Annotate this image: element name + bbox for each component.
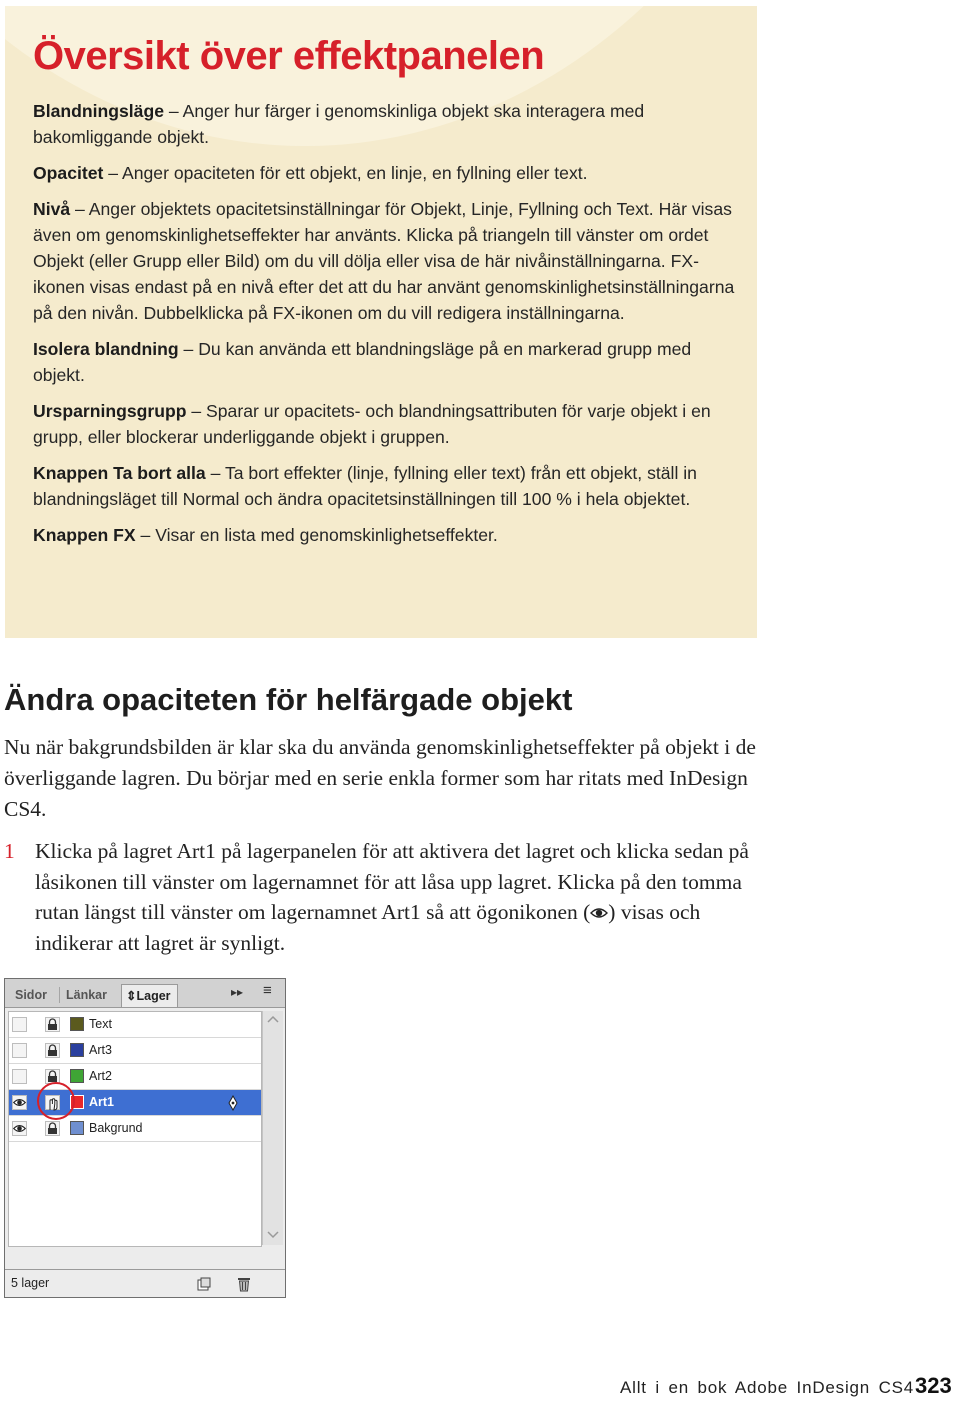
trash-icon[interactable] xyxy=(237,1276,251,1292)
highlight-circle xyxy=(37,1082,75,1120)
overview-sidebar xyxy=(5,6,757,638)
definition-text: – Sparar ur opacitets- och blandningsattributen för varje objekt i en grupp, eller blockerar underliggande objekt i gruppen. xyxy=(33,401,711,447)
definition-term: Knappen FX xyxy=(33,525,136,545)
layers-panel xyxy=(4,978,286,1298)
visibility-toggle[interactable] xyxy=(12,1043,27,1058)
definition-text: – Anger objektets opacitetsinställningar för Objekt, Linje, Fyllning och Text. Här visas även om genomskinlighetseffekter har använts. Klicka på triangeln till vänster om ordet Objekt (eller Grupp eller Bild) om du vill dölja eller visa de här nivåinställningarna. FX-ikonen visas endast på en nivå efter det att du har använt genomskinlighetsinställningarna på den nivån. Dubbelklicka på FX-ikonen om du vill redigera inställningarna. xyxy=(33,199,735,323)
eye-icon xyxy=(13,1122,26,1135)
definition-text: – Visar en lista med genomskinlighetseffekter. xyxy=(135,525,498,545)
definition-term: Opacitet xyxy=(33,163,104,183)
step-number: 1 xyxy=(4,839,15,863)
definition-text: – Anger opaciteten för ett objekt, en linje, en fyllning eller text. xyxy=(103,163,588,183)
definition-term: Nivå xyxy=(33,199,71,219)
layer-name: Art1 xyxy=(89,1095,115,1109)
definition-item xyxy=(33,522,743,548)
definition-term: Ursparningsgrupp xyxy=(33,401,187,421)
lock-icon xyxy=(46,1122,59,1135)
definition-item xyxy=(33,398,743,450)
definition-item xyxy=(33,98,743,150)
lock-toggle[interactable] xyxy=(45,1017,60,1032)
step-item xyxy=(4,836,764,958)
step-text xyxy=(35,836,764,958)
layer-color-swatch xyxy=(70,1121,84,1135)
new-layer-icon[interactable] xyxy=(197,1277,211,1291)
tab-lankar[interactable]: Länkar xyxy=(66,988,107,1002)
tab-sidor[interactable]: Sidor xyxy=(15,988,47,1002)
lock-toggle[interactable] xyxy=(45,1043,60,1058)
section-heading: Ändra opaciteten för helfärgade objekt xyxy=(4,682,573,717)
eye-icon xyxy=(590,906,608,920)
scroll-down-icon[interactable] xyxy=(267,1231,279,1239)
layer-color-swatch xyxy=(70,1017,84,1031)
layer-color-swatch xyxy=(70,1043,84,1057)
step-text-after: ) visas och indikerar att lagret är synligt. xyxy=(35,900,701,955)
lock-icon xyxy=(46,1018,59,1031)
visibility-toggle[interactable] xyxy=(12,1017,27,1032)
layer-row-bakgrund[interactable] xyxy=(9,1116,261,1142)
visibility-toggle[interactable] xyxy=(12,1121,27,1136)
visibility-toggle[interactable] xyxy=(12,1095,27,1110)
footer-book-title: Allt i en bok Adobe InDesign CS4 xyxy=(620,1378,915,1397)
definition-term: Blandningsläge xyxy=(33,101,164,121)
layer-color-swatch xyxy=(70,1069,84,1083)
layer-name: Text xyxy=(89,1017,112,1031)
intro-paragraph: Nu när bakgrundsbilden är klar ska du använda genomskinlighetseffekter på objekt i de överliggande lagren. Du börjar med en serie enkla former som har ritats med InDesign CS4. xyxy=(4,735,756,821)
layer-name: Bakgrund xyxy=(89,1121,143,1135)
lock-icon xyxy=(46,1044,59,1057)
definition-term: Isolera blandning xyxy=(33,339,179,359)
layer-name: Art2 xyxy=(89,1069,112,1083)
definition-item xyxy=(33,336,743,388)
panel-tab-bar xyxy=(5,979,285,1008)
page-number: 323 xyxy=(915,1373,952,1398)
scroll-up-icon[interactable] xyxy=(267,1015,279,1023)
definition-text: – Du kan använda ett blandningsläge på en markerad grupp med objekt. xyxy=(33,339,692,385)
overview-title: Översikt över effektpanelen xyxy=(33,34,545,78)
tab-lager[interactable] xyxy=(121,984,178,1007)
collapse-arrows-icon[interactable]: ▸▸ xyxy=(231,985,244,999)
definition-list xyxy=(33,98,743,558)
definition-item xyxy=(33,196,743,326)
definition-term: Knappen Ta bort alla xyxy=(33,463,206,483)
definition-item xyxy=(33,460,743,512)
lock-toggle[interactable] xyxy=(45,1121,60,1136)
pen-nib-icon xyxy=(227,1095,239,1111)
tab-lager-label: Lager xyxy=(136,989,171,1003)
panel-status-bar xyxy=(5,1269,285,1298)
panel-menu-icon[interactable]: ≡ xyxy=(263,982,272,999)
step-text-before: Klicka på lagret Art1 på lagerpanelen för att aktivera det lagret och klicka sedan på låsikonen till vänster om lagernamnet för att låsa upp lagret. Klicka på den tomma rutan längst till vänster om lagernamnet Art1 så att ögonikonen ( xyxy=(35,839,749,924)
layer-row-text[interactable] xyxy=(9,1012,261,1038)
layer-list xyxy=(8,1011,262,1247)
definition-text: – Anger hur färger i genomskinliga objekt ska interagera med bakomliggande objekt. xyxy=(33,101,645,147)
eye-icon xyxy=(13,1096,26,1109)
definition-item xyxy=(33,160,743,186)
layer-count: 5 lager xyxy=(11,1276,50,1290)
definition-text: – Ta bort effekter (linje, fyllning eller text) från ett objekt, ställ in blandningsläget till Normal och ändra opacitetsinställningen till 100 % i hela objektet. xyxy=(33,463,697,509)
layer-name: Art3 xyxy=(89,1043,112,1057)
layer-list-scrollbar[interactable] xyxy=(262,1011,283,1245)
visibility-toggle[interactable] xyxy=(12,1069,27,1084)
layer-row-art3[interactable] xyxy=(9,1038,261,1064)
tab-arrow-icon: ⇕ xyxy=(126,989,137,1003)
